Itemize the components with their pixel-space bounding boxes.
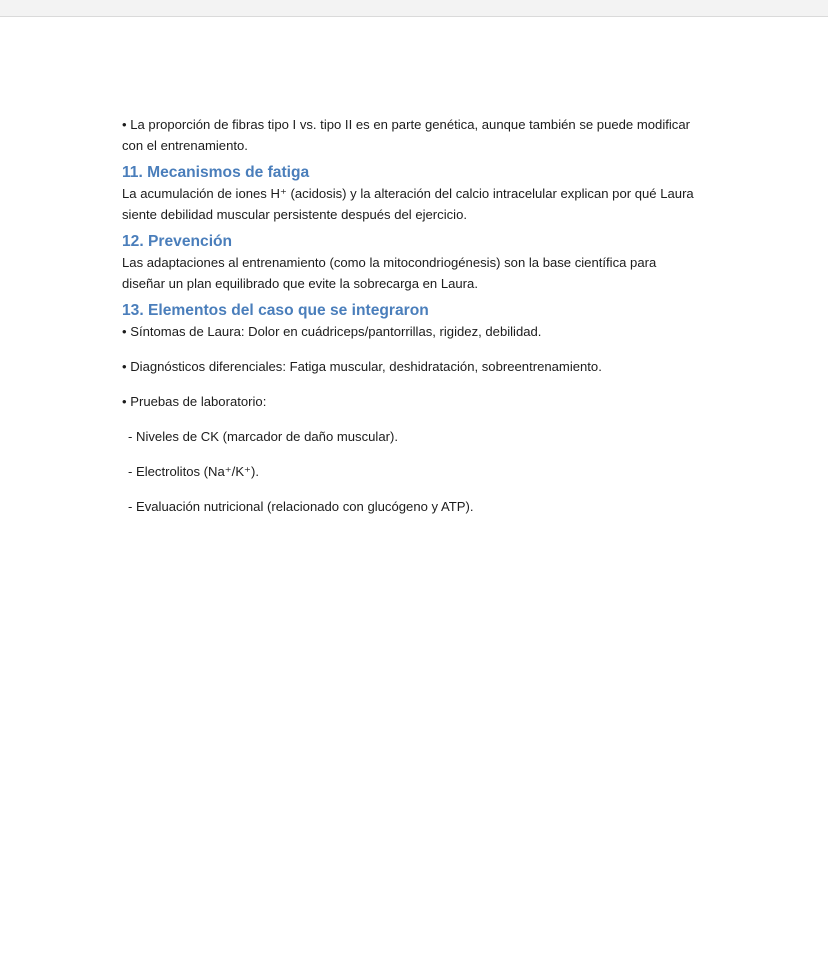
page-content xyxy=(122,114,697,517)
sub-item-nutricional: - Evaluación nutricional (relacionado con glucógeno y ATP). xyxy=(128,499,474,514)
spacer xyxy=(122,377,697,391)
spacer xyxy=(122,225,697,232)
spacer xyxy=(122,342,697,356)
spacer xyxy=(122,412,697,426)
spacer xyxy=(122,294,697,301)
section-heading-prevencion: 12. Prevención xyxy=(122,233,233,250)
document-page xyxy=(0,17,828,953)
sub-item-electrolitos: - Electrolitos (Na⁺/K⁺). xyxy=(128,464,259,479)
sub-item-ck: - Niveles de CK (marcador de daño muscular). xyxy=(128,429,398,444)
spacer xyxy=(122,482,697,496)
section-heading-fatiga: 11. Mecanismos de fatiga xyxy=(122,164,310,181)
section-body-fatiga: La acumulación de iones H⁺ (acidosis) y la alteración del calcio intracelular explican por qué Laura siente debilidad muscular persistente después del ejercicio. xyxy=(122,186,694,222)
viewer-top-band xyxy=(0,0,828,17)
list-item-pruebas: • Pruebas de laboratorio: xyxy=(122,394,267,409)
section-body-prevencion: Las adaptaciones al entrenamiento (como la mitocondriogénesis) son la base científica para diseñar un plan equilibrado que evite la sobrecarga en Laura. xyxy=(122,255,657,291)
list-item-sintomas: • Síntomas de Laura: Dolor en cuádriceps/pantorrillas, rigidez, debilidad. xyxy=(122,324,542,339)
section-heading-elementos: 13. Elementos del caso que se integraron xyxy=(122,302,429,319)
spacer xyxy=(122,156,697,163)
intro-bullet: • La proporción de fibras tipo I vs. tipo II es en parte genética, aunque también se puede modificar con el entrenamiento. xyxy=(122,117,690,153)
spacer xyxy=(122,447,697,461)
list-item-diagnosticos: • Diagnósticos diferenciales: Fatiga muscular, deshidratación, sobreentrenamiento. xyxy=(122,359,602,374)
